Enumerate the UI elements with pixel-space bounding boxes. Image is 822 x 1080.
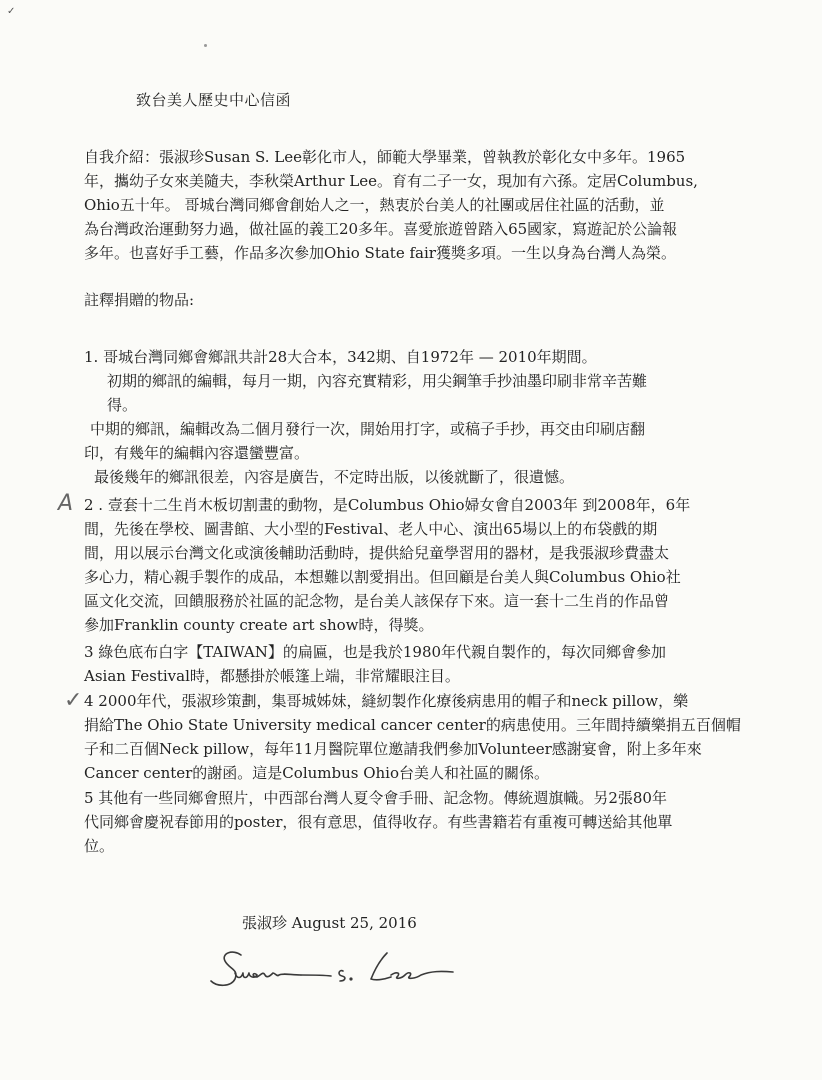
corner-check-mark: ✓ (7, 6, 16, 17)
item-line: 位。 (84, 837, 115, 855)
handwritten-signature (205, 945, 475, 995)
intro-line: 自我介紹：張淑珍Susan S. Lee彰化市人，師範大學畢業，曾執教於彰化女中多年。1965 (84, 148, 686, 166)
item-line: 初期的鄉訊的編輯，每月一期，內容充實精彩，用尖鋼筆手抄油墨印刷非常辛苦難 (107, 372, 648, 390)
signoff-line: 張淑珍 August 25, 2016 (242, 914, 417, 932)
item-line: 子和二百個Neck pillow，每年11月醫院單位邀請我們參加Volunteer感謝宴會，附上多年來 (84, 740, 702, 758)
item-line: Asian Festival時，都懸掛於帳篷上端，非常耀眼注目。 (84, 667, 460, 685)
item-line: 代同鄉會慶祝春節用的poster，很有意思，值得收存。有些書籍若有重複可轉送給其他單 (84, 813, 673, 831)
handwritten-a-mark: A (58, 491, 74, 516)
notes-heading: 註釋捐贈的物品: (84, 291, 195, 309)
intro-line: Ohio五十年。 哥城台灣同鄉會創始人之一，熱衷於台美人的社團或居住社區的活動，並 (84, 196, 665, 214)
letter-title: 致台美人歷史中心信函 (136, 91, 292, 109)
item-line: 間，先後在學校、圖書館、大小型的Festival、老人中心、演出65場以上的布袋戲的期 (84, 520, 658, 538)
item-line: 印，有幾年的編輯內容還蠻豐富。 (84, 444, 310, 462)
item-line: 最後幾年的鄉訊很差，內容是廣告，不定時出版，以後就斷了，很遺憾。 (94, 468, 575, 486)
item-line: 多心力，精心親手製作的成品，本想難以割愛捐出。但回顧是台美人與Columbus Ohio社 (84, 568, 681, 586)
item-line: 參加Franklin county create art show時，得獎。 (84, 616, 434, 634)
item-line: 2 . 壹套十二生肖木板切割畫的動物，是Columbus Ohio婦女會自2003年 到2008年，6年 (84, 496, 691, 514)
item-line: 1. 哥城台灣同鄉會鄉訊共計28大合本，342期、自1972年 — 2010年期間。 (84, 348, 597, 366)
handwritten-check-mark: ✓ (64, 688, 83, 713)
item-line: 捐給The Ohio State University medical cancer center的病患使用。三年間持續樂捐五百個帽 (84, 716, 741, 734)
item-line: Cancer center的謝函。這是Columbus Ohio台美人和社區的關係。 (84, 764, 550, 782)
item-line: 間，用以展示台灣文化或演後輔助活動時，提供給兒童學習用的器材，是我張淑珍費盡太 (84, 544, 670, 562)
item-line: 3 綠色底布白字【TAIWAN】的扁匾，也是我於1980年代親自製作的，每次同鄉會參加 (84, 643, 667, 661)
item-line: 區文化交流，回饋服務於社區的記念物，是台美人該保存下來。這一套十二生肖的作品曾 (84, 592, 670, 610)
item-line: 4 2000年代，張淑珍策劃，集哥城姊妹，縫紉製作化療後病患用的帽子和neck pillow，樂 (84, 692, 689, 710)
item-line: 5 其他有一些同鄉會照片，中西部台灣人夏令會手冊、記念物。傳統週旗幟。另2張80年 (84, 789, 667, 807)
item-line: 得。 (107, 396, 138, 414)
intro-line: 為台灣政治運動努力過，做社區的義工20多年。喜愛旅遊曾踏入65國家，寫遊記於公論報 (84, 220, 678, 238)
intro-line: 多年。也喜好手工藝，作品多次參加Ohio State fair獲獎多項。一生以身為台灣人為榮。 (84, 244, 676, 262)
intro-line: 年，攜幼子女來美隨夫，李秋榮Arthur Lee。育有二子一女，現加有六孫。定居Columbus, (84, 172, 698, 190)
item-line: 中期的鄉訊，編輯改為二個月發行一次，開始用打字，或稿子手抄，再交由印刷店翻 (90, 420, 646, 438)
stray-dot-mark (204, 44, 207, 47)
